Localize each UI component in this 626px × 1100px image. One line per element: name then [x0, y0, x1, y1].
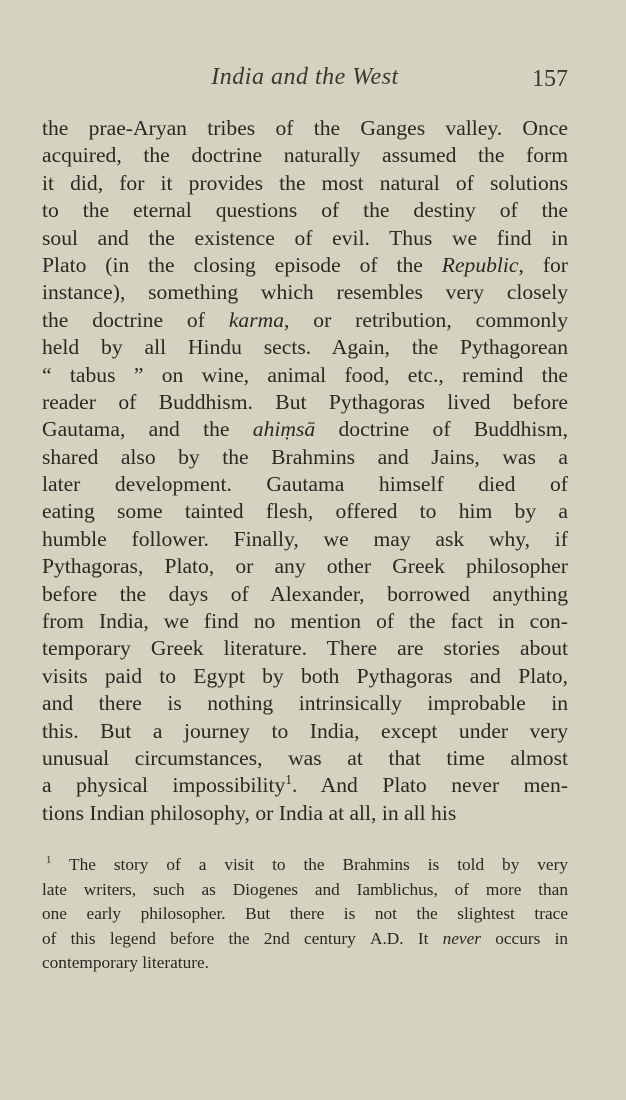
text-line: it did, for it provides the most natural of solutions [42, 170, 568, 195]
text-line: eating some tainted flesh, offered to him by a [42, 499, 568, 524]
text-line: the doctrine of karma, or retribution, commonly [42, 307, 568, 332]
text-line: Pythagoras, Plato, or any other Greek philosopher [42, 554, 568, 579]
text-line: Plato (in the closing episode of the Republic, for [42, 252, 568, 277]
text-line: humble follower. Finally, we may ask why, if [42, 526, 568, 551]
body-text [42, 115, 568, 827]
text-line: before the days of Alexander, borrowed anything [42, 581, 568, 606]
text-line: held by all Hindu sects. Again, the Pythagorean [42, 335, 568, 360]
text-line: from India, we find no mention of the fact in con- [42, 609, 568, 634]
text-line: Gautama, and the ahiṃsā doctrine of Buddhism, [42, 417, 569, 442]
italic-emphasis-never: never [442, 928, 482, 948]
footnote-line: of this legend before the 2nd century A.D. It never occurs in [42, 928, 569, 948]
footnote-line: one early philosopher. But there is not the slightest trace [42, 904, 568, 923]
text-line: visits paid to Egypt by both Pythagoras and Plato, [42, 663, 568, 688]
text-line: soul and the existence of evil. Thus we find in [42, 225, 568, 250]
text-line: later development. Gautama himself died of [42, 472, 568, 497]
text-line: temporary Greek literature. There are stories about [42, 636, 568, 661]
text-line: acquired, the doctrine naturally assumed the form [42, 143, 568, 168]
footnote-line: $^1$ The story of a visit to the Brahmins is told by very [46, 854, 568, 874]
text-line: unusual circumstances, was at that time almost [42, 745, 568, 770]
text-line: to the eternal questions of the destiny of the [42, 198, 568, 223]
page-number: 157 [532, 66, 568, 92]
italic-title-republic: Republic [441, 252, 519, 277]
footnote-reference[interactable]: 1 [285, 772, 292, 788]
text-line: reader of Buddhism. But Pythagoras lived before [42, 389, 568, 414]
text-line: tions Indian philosophy, or India at all, in all his [42, 800, 457, 825]
text-line: shared also by the Brahmins and Jains, was a [42, 444, 568, 469]
running-title: India and the West [211, 64, 399, 90]
footnote-line: contemporary literature. [42, 953, 209, 972]
footnote-line: late writers, such as Diogenes and Iamblichus, of more than [42, 879, 568, 899]
text-line: this. But a journey to India, except under very [42, 718, 568, 743]
footnote-marker: 1 [46, 854, 52, 867]
page-header [42, 64, 568, 100]
text-line: a physical impossibility$^1$. And Plato never men- [42, 772, 568, 798]
text-line: the prae-Aryan tribes of the Ganges valley. Once [42, 116, 568, 140]
italic-term-ahimsa: ahiṃsā [252, 417, 316, 442]
text-line: instance), something which resembles very closely [42, 280, 568, 305]
era-abbreviation: A.D. [370, 928, 404, 948]
text-line: “ tabus ” on wine, animal food, etc., remind the [42, 362, 568, 387]
text-line: and there is nothing intrinsically improbable in [42, 691, 568, 716]
italic-term-karma: karma [228, 307, 284, 332]
footnote [42, 853, 568, 976]
